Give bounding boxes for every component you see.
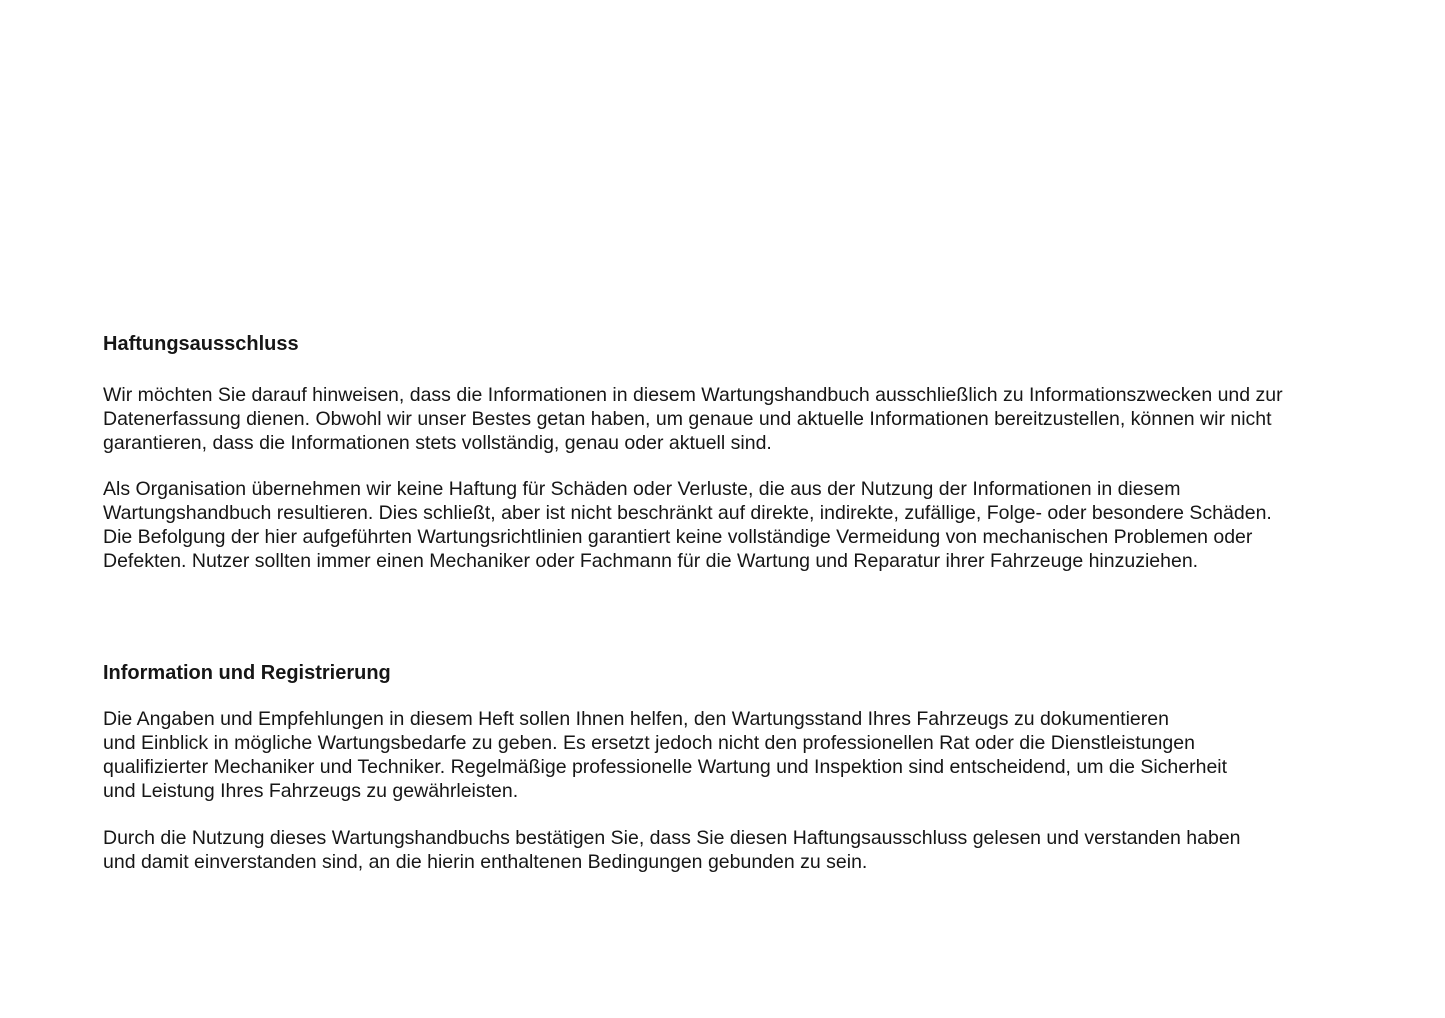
- paragraph-disclaimer-liability: Als Organisation übernehmen wir keine Haftung für Schäden oder Verluste, die aus der Nutzung der Informationen in diesem Wartungshandbuch resultieren. Dies schließt, aber ist nicht beschränkt auf direkte, indirekte, zufällige, Folge- oder besondere Schäden. Die Befolgung der hier aufgeführten Wartungsrichtlinien garantiert keine vollständige Vermeidung von mechanischen Problemen oder Defekten. Nutzer sollten immer einen Mechaniker oder Fachmann für die Wartung und Reparatur ihrer Fahrzeuge hinzuziehen.: [103, 478, 1272, 572]
- section-heading-information-und-registrierung: Information und Registrierung: [103, 662, 391, 684]
- paragraph-acceptance-of-terms: Durch die Nutzung dieses Wartungshandbuchs bestätigen Sie, dass Sie diesen Haftungsausschluss gelesen und verstanden haben und damit einverstanden sind, an die hierin enthaltenen Bedingungen gebunden zu sein.: [103, 827, 1241, 873]
- paragraph-disclaimer-info-purpose: Wir möchten Sie darauf hinweisen, dass die Informationen in diesem Wartungshandbuch ausschließlich zu Informationszwecken und zur Datenerfassung dienen. Obwohl wir unser Bestes getan haben, um genaue und aktuelle Informationen bereitzustellen, können wir nicht garantieren, dass die Informationen stets vollständig, genau oder aktuell sind.: [103, 384, 1283, 454]
- paragraph-registration-purpose: Die Angaben und Empfehlungen in diesem Heft sollen Ihnen helfen, den Wartungsstand Ihres Fahrzeugs zu dokumentieren und Einblick in mögliche Wartungsbedarfe zu geben. Es ersetzt jedoch nicht den professionellen Rat oder die Dienstleistungen qualifizierter Mechaniker und Techniker. Regelmäßige professionelle Wartung und Inspektion sind entscheidend, um die Sicherheit und Leistung Ihres Fahrzeugs zu gewährleisten.: [103, 708, 1228, 802]
- section-heading-haftungsausschluss: Haftungsausschluss: [103, 333, 299, 355]
